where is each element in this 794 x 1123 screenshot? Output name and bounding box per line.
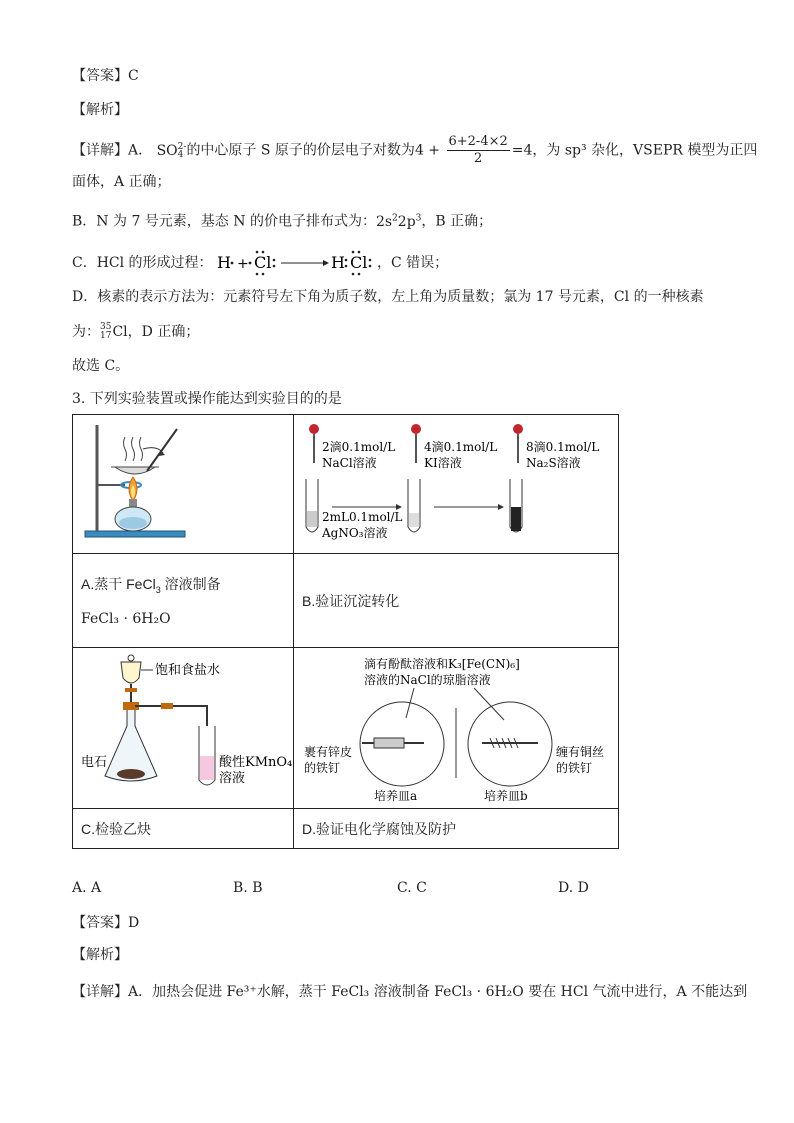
detail-d-line2 (72, 322, 199, 342)
option-a-formula: FeCl₃ · 6H₂O (81, 610, 171, 627)
dish-a-label: 培养皿a (374, 789, 418, 803)
svg-text:+: + (237, 256, 249, 272)
tube1-sub: AgNO₃溶液 (322, 526, 388, 540)
option-b-image (294, 415, 619, 554)
option-a-image (73, 415, 294, 554)
detail-a-line: 【详解】A． SO 2- 4 的中心原子 S 原子的价层电子对数为4 + $\frac{6+2-4\times 2}{2}$ =4，为 sp³ 杂化，VSEPR 模型为正四 (72, 134, 758, 166)
drop2-sub: KI溶液 (424, 456, 462, 470)
option-c-label: C.检验乙炔 (81, 820, 151, 837)
sulfate-formula: SO 2- 4 (156, 141, 187, 160)
electron-config: $2s^22p^3$ (375, 213, 422, 230)
drop1-label: 2滴0.1mol/L (322, 440, 396, 454)
answer-line-2 (72, 913, 139, 933)
option-d-image (294, 648, 619, 809)
detail-c-line (72, 249, 448, 277)
dropper-3 (513, 424, 523, 463)
tube1-label: 2mL0.1mol/L (322, 510, 403, 524)
copper-label-1: 缠有铜丝 (556, 745, 605, 759)
detail-a-four: 4 (414, 142, 424, 159)
solid-label: 电石 (81, 755, 108, 770)
detail-b-tail: ，B 正确； (421, 213, 493, 230)
detail-tag-2: 【详解】 (72, 984, 128, 1000)
choice-d[interactable]: D. D (558, 880, 589, 896)
dish-b-label: 培养皿b (484, 789, 528, 803)
detail-a-text-2: A．加热会促进 Fe³⁺水解，蒸干 FeCl₃ 溶液制备 FeCl₃ · 6H₂O 要在 HCl 气流中进行，A 不能达到 (128, 984, 748, 1000)
tube-label2: 溶液 (219, 771, 246, 786)
svg-text:Cl: Cl (350, 253, 368, 272)
hcl-formation-diagram (217, 249, 377, 277)
detail-a-text: 的中心原子 S 原子的价层电子对数为 (186, 142, 415, 159)
option-a-label-post: 溶液制备 (164, 576, 221, 593)
svg-text:H: H (331, 253, 345, 272)
detail-a-line2: 面体，A 正确； (72, 174, 171, 190)
answer-tag: 【答案】 (72, 68, 128, 84)
dropper-1 (309, 424, 319, 463)
option-c-cell (73, 809, 294, 849)
agar-label-1: 滴有酚酞溶液和K₃[Fe(CN)₆] (364, 657, 520, 671)
answer-line (72, 66, 139, 86)
option-b-label: B.验证沉淀转化 (302, 592, 400, 609)
detail-line-2 (72, 982, 747, 1002)
zinc-label-2: 的铁钉 (304, 761, 341, 775)
drop2-label: 4滴0.1mol/L (424, 440, 498, 454)
options-table (72, 414, 619, 849)
vsepr-fraction (447, 134, 510, 167)
svg-text:H: H (217, 253, 231, 272)
copper-label-2: 的铁钉 (556, 761, 593, 775)
nuclide-numbers: 35 17 (100, 322, 112, 341)
svg-text:Cl: Cl (254, 253, 272, 272)
question-3-stem: 3. 下列实验装置或操作能达到实验目的的是 (72, 391, 342, 407)
option-d-label: D.验证电化学腐蚀及防护 (302, 820, 456, 837)
funnel-label: 饱和食盐水 (155, 663, 221, 678)
tube-label: 酸性KMnO₄ (219, 755, 293, 770)
detail-b-line (72, 208, 492, 232)
drop3-label: 8滴0.1mol/L (526, 440, 600, 454)
corrosion-dishes-diagram (294, 648, 618, 804)
detail-tag: 【详解】 (72, 142, 128, 159)
detail-c-text: C．HCl 的形成过程： (72, 255, 213, 271)
detail-d-line1: D．核素的表示方法为：元素符号左下角为质子数，左上角为质量数；氯为 17 号元素，Cl 的一种核素 (72, 289, 704, 305)
drop1-sub: NaCl溶液 (322, 456, 377, 470)
evaporation-apparatus (73, 415, 293, 549)
fraction-numerator: 6+2-4×2 (448, 134, 508, 149)
choice-b[interactable]: B. B (233, 880, 263, 896)
option-a-mark: A． (128, 142, 153, 159)
fraction-denominator: 2 (473, 151, 483, 166)
detail-d-pre: 为： (72, 324, 100, 340)
option-d-cell (294, 809, 619, 849)
drop3-sub: Na₂S溶液 (526, 456, 581, 470)
option-a-label-pre: A.蒸干 (81, 576, 123, 593)
detail-c-tail: ，C 错误； (377, 255, 449, 271)
analysis-tag-2: 【解析】 (72, 947, 128, 963)
answer-value: C (128, 68, 139, 84)
option-b-cell (294, 554, 619, 648)
nuclide-symbol: Cl (112, 324, 128, 340)
zinc-label-1: 裹有锌皮 (304, 745, 353, 759)
answer-tag-2: 【答案】 (72, 915, 128, 931)
detail-d-post: ，D 正确； (127, 324, 200, 340)
detail-a-text2: =4，为 sp³ 杂化，VSEPR 模型为正四 (511, 142, 758, 159)
answer-value-2: D (128, 915, 140, 931)
dropper-2 (411, 424, 421, 463)
option-a-label: A.蒸干 FeCl$_3$ 溶液制备 (81, 576, 221, 595)
acetylene-apparatus (73, 648, 293, 804)
choice-a[interactable]: A. A (72, 880, 102, 896)
choice-c[interactable]: C. C (397, 880, 427, 896)
precipitation-conversion-diagram (294, 415, 618, 549)
agar-label-2: 溶液的NaCl的琼脂溶液 (364, 673, 491, 687)
option-a-cell (73, 554, 294, 648)
conclusion: 故选 C。 (72, 358, 130, 374)
option-c-image (73, 648, 294, 809)
detail-b-text: B．N 为 7 号元素，基态 N 的价电子排布式为： (72, 213, 376, 230)
analysis-tag: 【解析】 (72, 102, 128, 118)
